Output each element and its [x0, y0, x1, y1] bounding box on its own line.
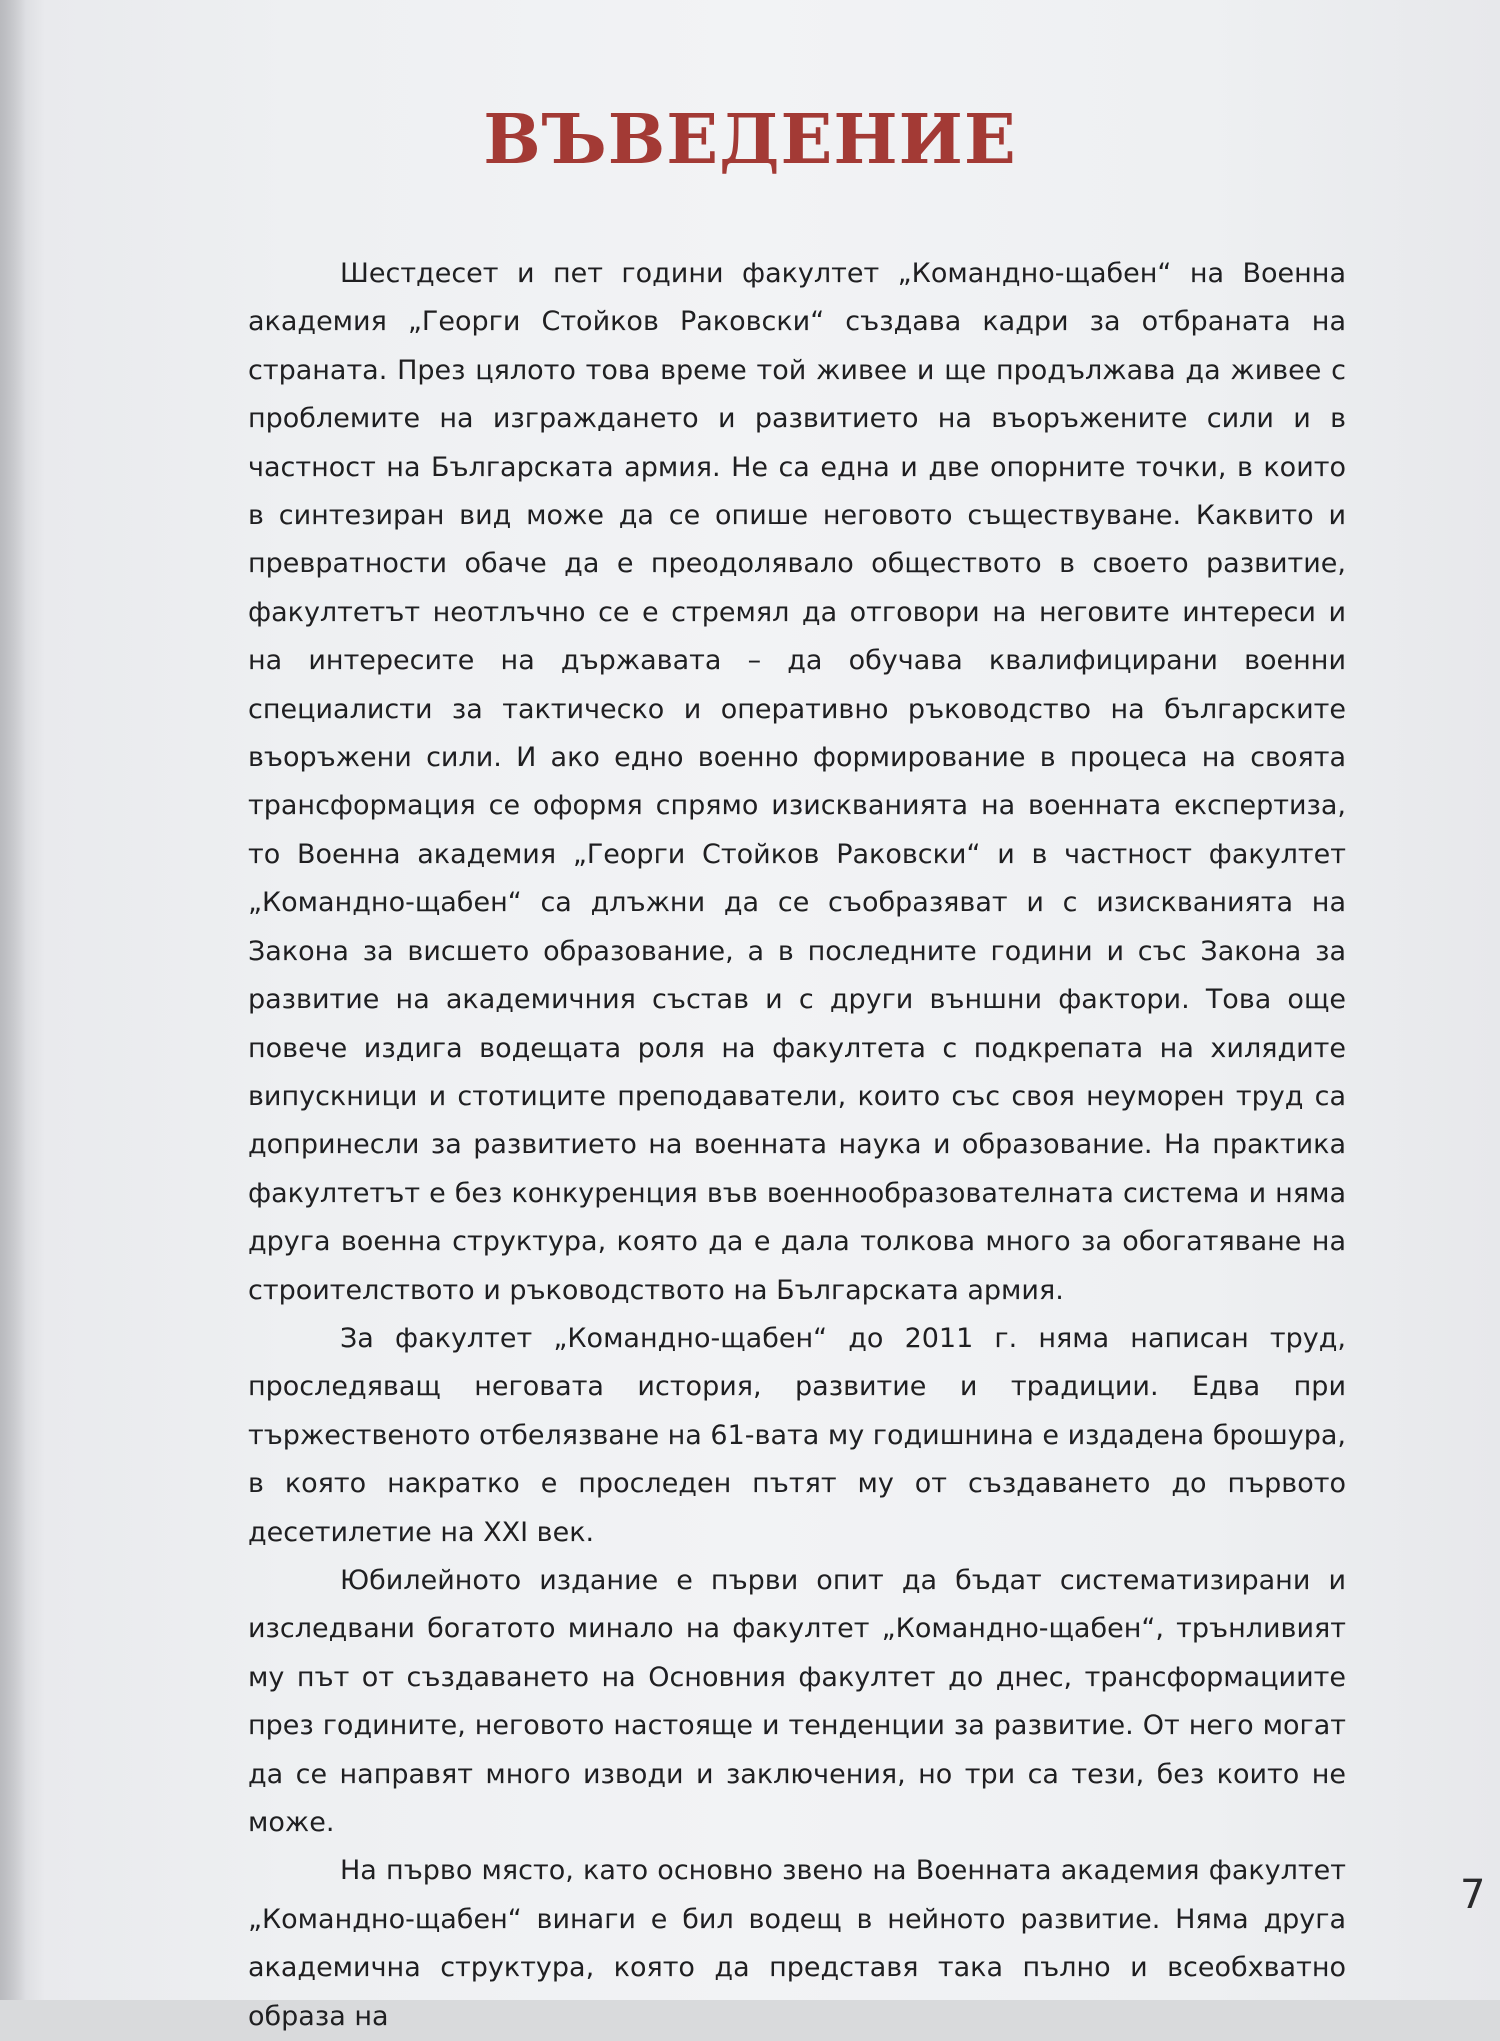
body-text	[248, 250, 1346, 2041]
page-number: 7	[1460, 1872, 1486, 1918]
paragraph-1: Шестдесет и пет години факултет „Командно-щабен“ на Военна академия „Георги Стойков Раковски“ създава кадри за отбраната на страната. През цялото това време той живее и ще продължава да живее с проблемите на изграждането и развитието на въоръжените сили и в частност на Българската армия. Не са една и две опорните точки, в които в синтезиран вид може да се опише неговото съществуване. Каквито и превратности обаче да е преодолявало обществото в своето развитие, факултетът неотлъчно се е стремял да отговори на неговите интереси и на интересите на държавата – да обучава квалифицирани военни специалисти за тактическо и оперативно ръководство на българските въоръжени сили. И ако едно военно формирование в процеса на своята трансформация се оформя спрямо изискванията на военната експертиза, то Военна академия „Георги Стойков Раковски“ и в частност факултет „Командно-щабен“ са длъжни да се съобразяват и с изискванията на Закона за висшето образование, а в последните години и със Закона за развитие на академичния състав и с други външни фактори. Това още повече издига водещата роля на факултета с подкрепата на хилядите випускници и стотиците преподаватели, които със своя неуморен труд са допринесли за развитието на военната наука и образование. На практика факултетът е без конкуренция във военнообразователната система и няма друга военна структура, която да е дала толкова много за обогатяване на строителството и ръководството на Българската армия.	[248, 258, 1346, 1306]
page-fold-shadow	[0, 0, 26, 2000]
paragraph-3: Юбилейното издание е първи опит да бъдат систематизирани и изследвани богатото минало на факултет „Командно-щабен“, трънливият му път от създаването на Основния факултет до днес, трансформациите през годините, неговото настояще и тенденции за развитие. От него могат да се направят много изводи и заключения, но три са тези, без които не може.	[248, 1564, 1346, 1838]
paragraph-2: За факултет „Командно-щабен“ до 2011 г. няма написан труд, проследяващ неговата история, развитие и традиции. Едва при тържественото отбелязване на 61-вата му годишнина е издадена брошура, в която накратко е проследен пътят му от създаването до първото десетилетие на XXI век.	[248, 1322, 1347, 1548]
paragraph-4: На първо място, като основно звено на Военната академия факултет „Командно-щабен“ винаги е бил водещ в нейното развитие. Няма друга академична структура, която да представя така пълно и всеобхватно образа на	[248, 1855, 1346, 2032]
chapter-heading: ВЪВЕДЕНИЕ	[483, 100, 1017, 180]
